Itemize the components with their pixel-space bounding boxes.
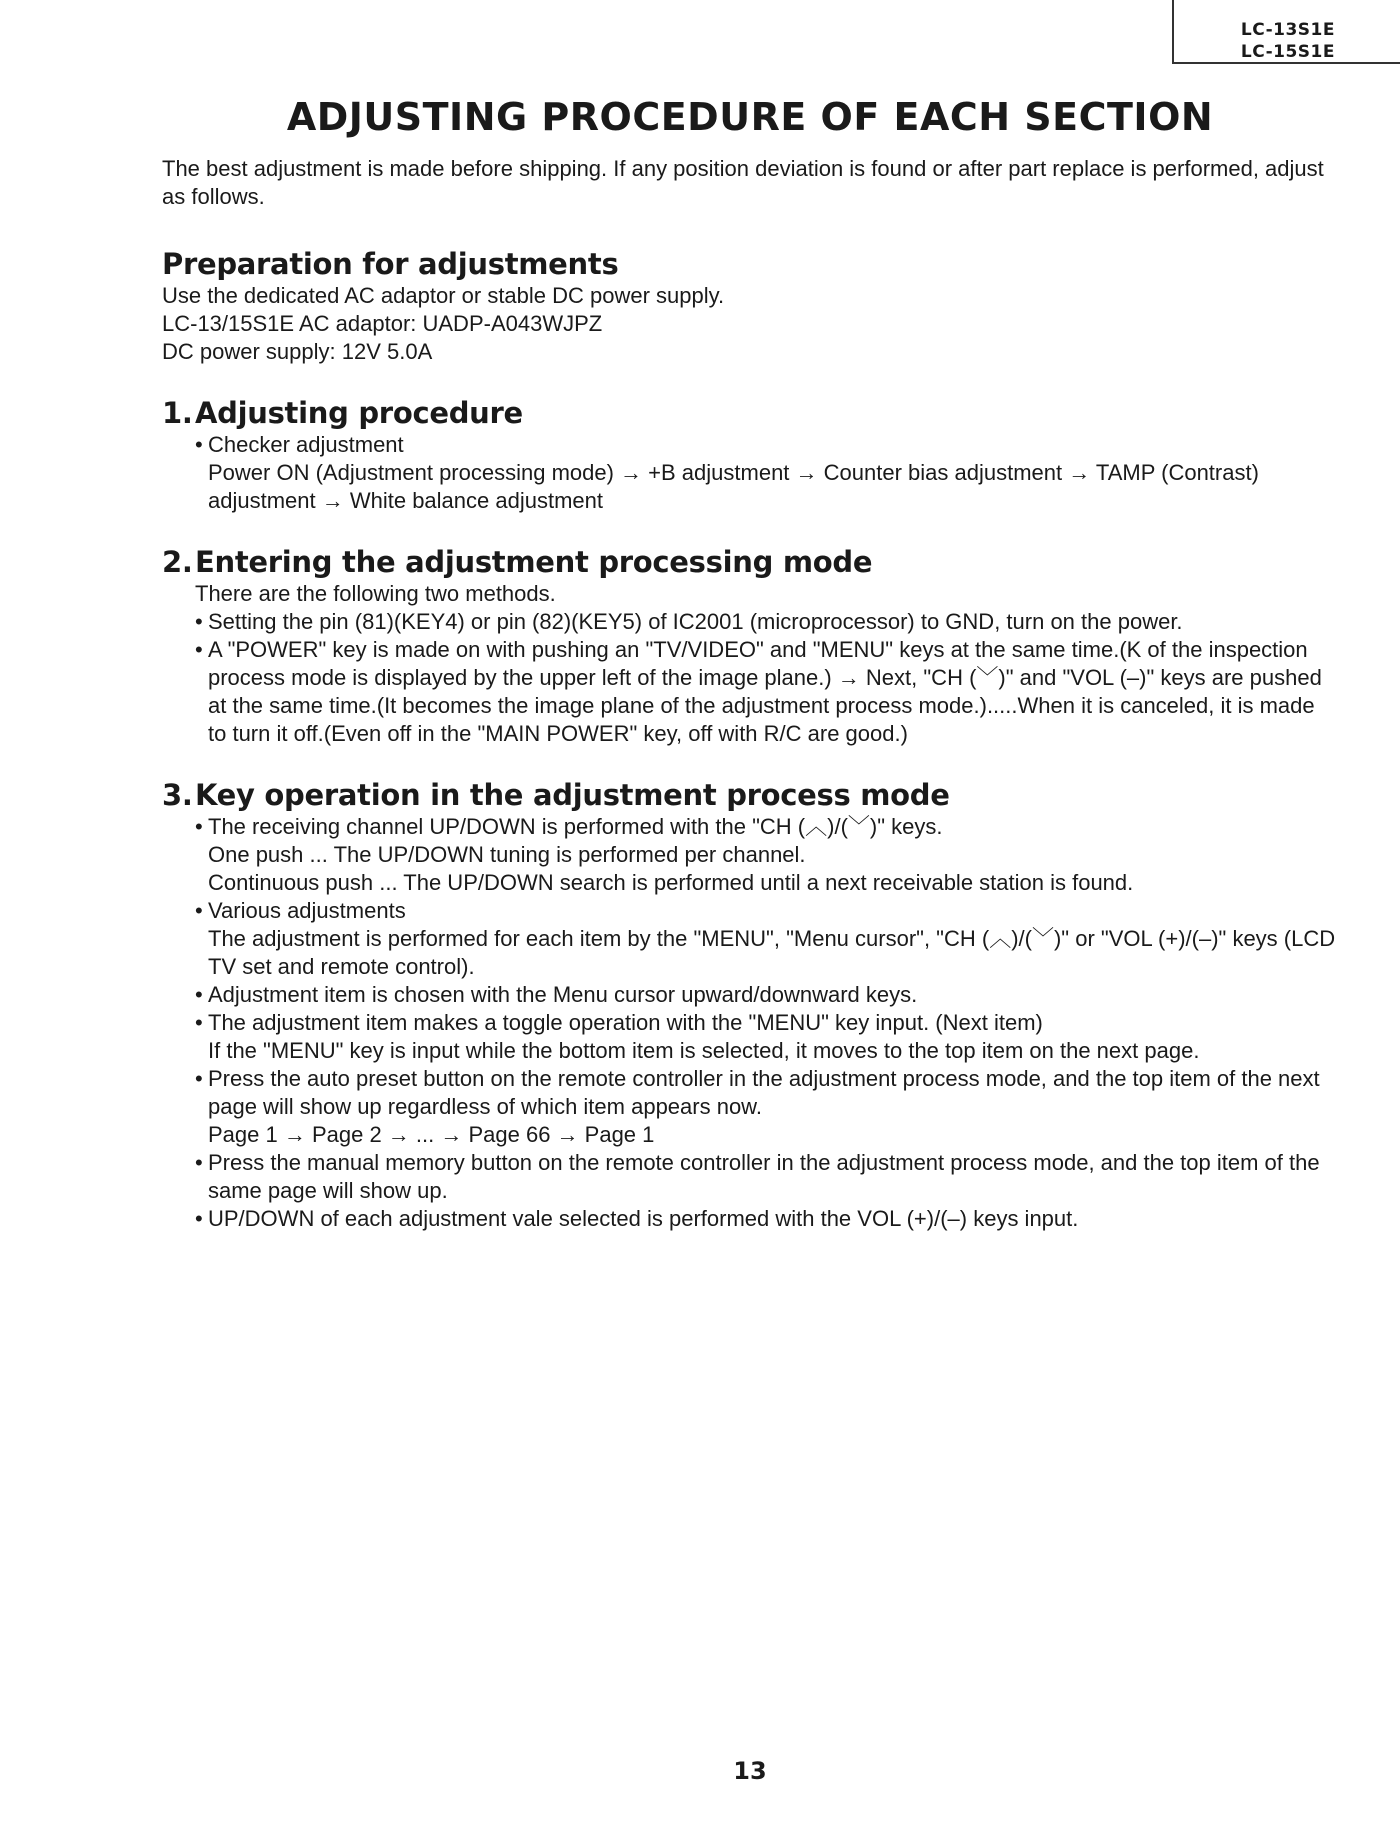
page-number: 13 bbox=[733, 1757, 767, 1785]
preparation-line: LC-13/15S1E AC adaptor: UADP-A043WJPZ bbox=[162, 311, 603, 336]
section-3-title: Key operation in the adjustment process mode bbox=[195, 778, 950, 812]
bullet-dot: • bbox=[195, 609, 203, 634]
procedure-flow: Power ON (Adjustment processing mode) → +B adjustment → Counter bias adjustment → TAMP (Contrast) adjustment → White balance adjustment bbox=[208, 460, 1259, 513]
list-item: • Various adjustments bbox=[195, 898, 406, 923]
model-number-box bbox=[1172, 0, 1400, 64]
list-subitem: If the "MENU" key is input while the bottom item is selected, it moves to the top item on the next page. bbox=[208, 1038, 1200, 1063]
section-2-lead: There are the following two methods. bbox=[195, 581, 556, 606]
bullet-dot: • bbox=[195, 898, 203, 923]
list-subitem: The adjustment is performed for each item by the "MENU", "Menu cursor", "CH (︿)/(﹀)" or "VOL (+)/(–)" keys (LCD TV set and remote control). bbox=[208, 926, 1336, 979]
section-key-operation bbox=[162, 777, 1337, 1233]
section-entering-mode bbox=[162, 544, 1337, 748]
bullet-dot: • bbox=[195, 814, 203, 839]
section-1-number: 1. bbox=[162, 396, 193, 430]
list-item: • Press the auto preset button on the remote controller in the adjustment process mode, and the top item of the next page will show up regardless of which item appears now. bbox=[195, 1066, 1320, 1119]
preparation-heading: Preparation for adjustments bbox=[162, 247, 619, 281]
preparation-line: Use the dedicated AC adaptor or stable DC power supply. bbox=[162, 283, 725, 308]
page-title: ADJUSTING PROCEDURE OF EACH SECTION bbox=[286, 95, 1214, 139]
section-1-heading bbox=[162, 395, 1337, 431]
section-1-title: Adjusting procedure bbox=[195, 396, 523, 430]
list-item: • The receiving channel UP/DOWN is performed with the "CH (︿)/(﹀)" keys. bbox=[195, 814, 943, 839]
list-subitem: Continuous push ... The UP/DOWN search is performed until a next receivable station is found. bbox=[208, 870, 1134, 895]
section-3-number: 3. bbox=[162, 778, 193, 812]
list-subitem: Page 1 → Page 2 → ... → Page 66 → Page 1 bbox=[208, 1122, 655, 1147]
section-2-number: 2. bbox=[162, 545, 193, 579]
bullet-dot: • bbox=[195, 637, 203, 662]
list-item: • Checker adjustment bbox=[195, 432, 404, 457]
bullet-dot: • bbox=[195, 1206, 203, 1231]
list-subitem: One push ... The UP/DOWN tuning is performed per channel. bbox=[208, 842, 806, 867]
bullet-dot: • bbox=[195, 1150, 203, 1175]
section-adjusting-procedure bbox=[162, 395, 1337, 515]
model-number-15: LC-15S1E bbox=[1240, 42, 1335, 62]
list-item: • Setting the pin (81)(KEY4) or pin (82)(KEY5) of IC2001 (microprocessor) to GND, turn on the power. bbox=[195, 609, 1183, 634]
model-number-13: LC-13S1E bbox=[1240, 20, 1335, 40]
bullet-dot: • bbox=[195, 432, 203, 457]
intro-paragraph: The best adjustment is made before shipping. If any position deviation is found or after part replace is performed, adjust as follows. bbox=[162, 156, 1324, 209]
preparation-line: DC power supply: 12V 5.0A bbox=[162, 339, 433, 364]
section-2-heading bbox=[162, 544, 1337, 580]
section-3-heading bbox=[162, 777, 1337, 813]
list-item: • A "POWER" key is made on with pushing an "TV/VIDEO" and "MENU" keys at the same time.(K of the inspection process mode is displayed by the upper left of the image plane.) → Next, "CH (﹀)" and "VOL (–)" keys are pushed at the same time.(It becomes the image plane of the adjustment process mode.).....When it is canceled, it is made to turn it off.(Even off in the "MAIN POWER" key, off with R/C are good.) bbox=[195, 637, 1322, 746]
section-2-title: Entering the adjustment processing mode bbox=[195, 545, 873, 579]
list-item: • UP/DOWN of each adjustment vale selected is performed with the VOL (+)/(–) keys input. bbox=[195, 1206, 1079, 1231]
bullet-dot: • bbox=[195, 982, 203, 1007]
document-body bbox=[162, 155, 1337, 1262]
preparation-section bbox=[162, 246, 1337, 366]
list-item: • Press the manual memory button on the remote controller in the adjustment process mode, and the top item of the same page will show up. bbox=[195, 1150, 1320, 1203]
list-item: • Adjustment item is chosen with the Menu cursor upward/downward keys. bbox=[195, 982, 918, 1007]
bullet-dot: • bbox=[195, 1010, 203, 1035]
bullet-dot: • bbox=[195, 1066, 203, 1091]
list-item: • The adjustment item makes a toggle operation with the "MENU" key input. (Next item) bbox=[195, 1010, 1043, 1035]
